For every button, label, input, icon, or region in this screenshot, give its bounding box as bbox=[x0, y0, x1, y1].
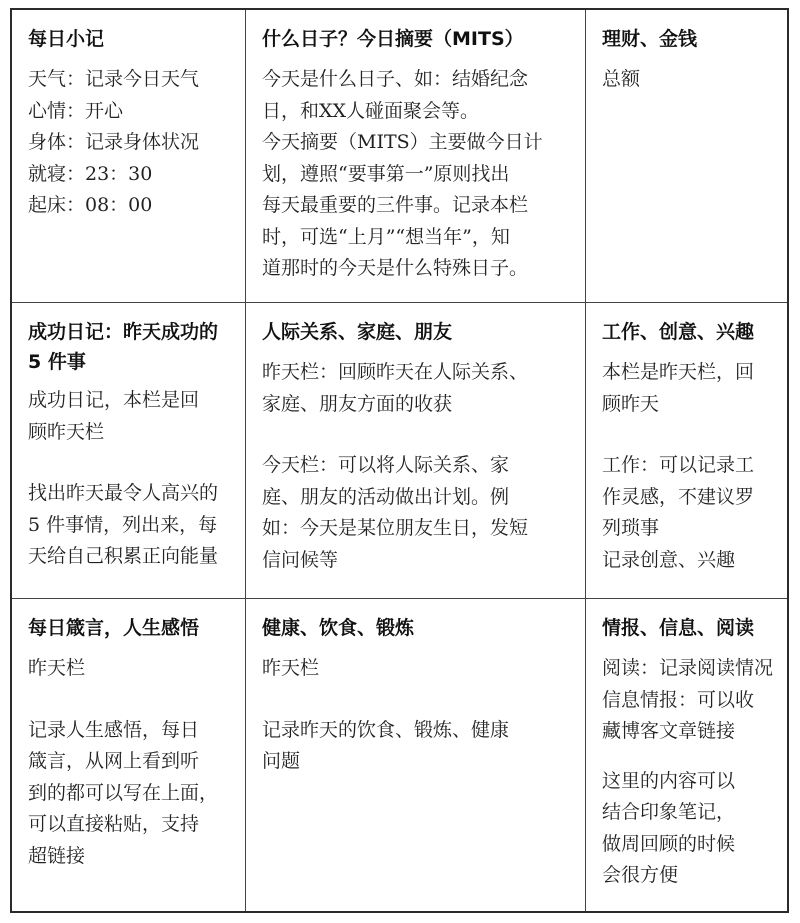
cell-what-day bbox=[246, 10, 586, 303]
cell-line: 天给自己积累正向能量 bbox=[28, 545, 219, 567]
cell-line: 5 件事情，列出来，每 bbox=[28, 513, 218, 536]
cell-line: 昨天栏 bbox=[28, 657, 86, 679]
cell-line: 昨天栏：回顾昨天在人际关系、 bbox=[262, 361, 529, 383]
cell-work bbox=[586, 303, 787, 599]
cell-line: 成功日记，本栏是回 bbox=[28, 389, 200, 411]
cell-line: 昨天栏 bbox=[262, 657, 320, 679]
cell-line: 如：今天是某位朋友生日，发短 bbox=[262, 517, 529, 539]
cell-line: 时，可选“上月”“想当年”，知 bbox=[262, 225, 510, 248]
cell-title: 理财、金钱 bbox=[602, 28, 698, 50]
cell-title: 什么日子？今日摘要（MITS） bbox=[262, 28, 524, 50]
cell-success-diary bbox=[12, 303, 246, 599]
cell-title: 每日小记 bbox=[28, 28, 105, 50]
cell-line: 顾昨天 bbox=[602, 392, 660, 415]
cell-line: 到的都可以写在上面， bbox=[28, 781, 219, 804]
cell-info bbox=[586, 599, 787, 911]
cell-line: 记录昨天的饮食、锻炼、健康 bbox=[262, 718, 510, 741]
cell-line: 列琐事 bbox=[602, 517, 660, 539]
cell-relationships bbox=[246, 303, 586, 599]
cell-line: 可以直接粘贴，支持 bbox=[28, 813, 200, 835]
cell-line: 工作：可以记录工 bbox=[602, 454, 755, 476]
cell-line: 会很方便 bbox=[602, 864, 679, 886]
cell-title-line: 5 件事 bbox=[28, 351, 86, 373]
cell-line: 结合印象笔记， bbox=[602, 801, 736, 823]
cell-title bbox=[28, 317, 233, 377]
cell-line: 今天是什么日子、如：结婚纪念 bbox=[262, 68, 529, 90]
cell-line: 起床：08：00 bbox=[28, 194, 153, 216]
cell-line: 家庭、朋友方面的收获 bbox=[262, 392, 453, 415]
cell-title: 工作、创意、兴趣 bbox=[602, 321, 755, 343]
cell-line: 问题 bbox=[262, 750, 301, 772]
cell-line: 庭、朋友的活动做出计划。例 bbox=[262, 485, 510, 508]
cell-line: 道那时的今天是什么特殊日子。 bbox=[262, 257, 529, 279]
cell-line: 信问候等 bbox=[262, 548, 339, 571]
cell-line: 今天摘要（MITS）主要做今日计 bbox=[262, 131, 543, 153]
cell-daily-notes bbox=[12, 10, 246, 303]
cell-line: 记录创意、兴趣 bbox=[602, 548, 736, 571]
cell-line: 日，和XX人碰面聚会等。 bbox=[262, 99, 480, 122]
cell-title: 健康、饮食、锻炼 bbox=[262, 617, 415, 639]
cell-line: 划，遵照“要事第一”原则找出 bbox=[262, 162, 510, 185]
cell-line: 这里的内容可以 bbox=[602, 769, 736, 792]
cell-line: 每天最重要的三件事。记录本栏 bbox=[262, 194, 529, 216]
cell-title-line: 成功日记：昨天成功的 bbox=[28, 321, 219, 343]
cell-line: 今天栏：可以将人际关系、家 bbox=[262, 454, 510, 476]
cell-motto bbox=[12, 599, 246, 911]
cell-line: 作灵感，不建议罗 bbox=[602, 485, 755, 508]
cell-line: 阅读：记录阅读情况 bbox=[602, 657, 774, 679]
cell-line: 本栏是昨天栏，回 bbox=[602, 361, 755, 383]
cell-line: 就寝：23：30 bbox=[28, 162, 153, 185]
cell-finance bbox=[586, 10, 787, 303]
cell-line: 顾昨天栏 bbox=[28, 420, 105, 443]
cell-line: 心情：开心 bbox=[28, 99, 124, 122]
daily-journal-grid bbox=[10, 8, 789, 913]
cell-line: 记录人生感悟，每日 bbox=[28, 718, 200, 741]
cell-line: 找出昨天最令人高兴的 bbox=[28, 482, 219, 504]
cell-title: 情报、信息、阅读 bbox=[602, 617, 755, 639]
cell-line: 箴言，从网上看到听 bbox=[28, 750, 200, 772]
cell-title: 每日箴言，人生感悟 bbox=[28, 617, 200, 639]
cell-line: 天气：记录今日天气 bbox=[28, 68, 200, 90]
cell-title: 人际关系、家庭、朋友 bbox=[262, 321, 453, 343]
cell-line: 信息情报：可以收 bbox=[602, 688, 755, 711]
cell-line: 身体：记录身体状况 bbox=[28, 131, 200, 153]
cell-line: 超链接 bbox=[28, 844, 86, 867]
cell-line: 总额 bbox=[602, 68, 641, 90]
cell-health bbox=[246, 599, 586, 911]
cell-line: 藏博客文章链接 bbox=[602, 720, 736, 742]
cell-line: 做周回顾的时候 bbox=[602, 832, 736, 855]
